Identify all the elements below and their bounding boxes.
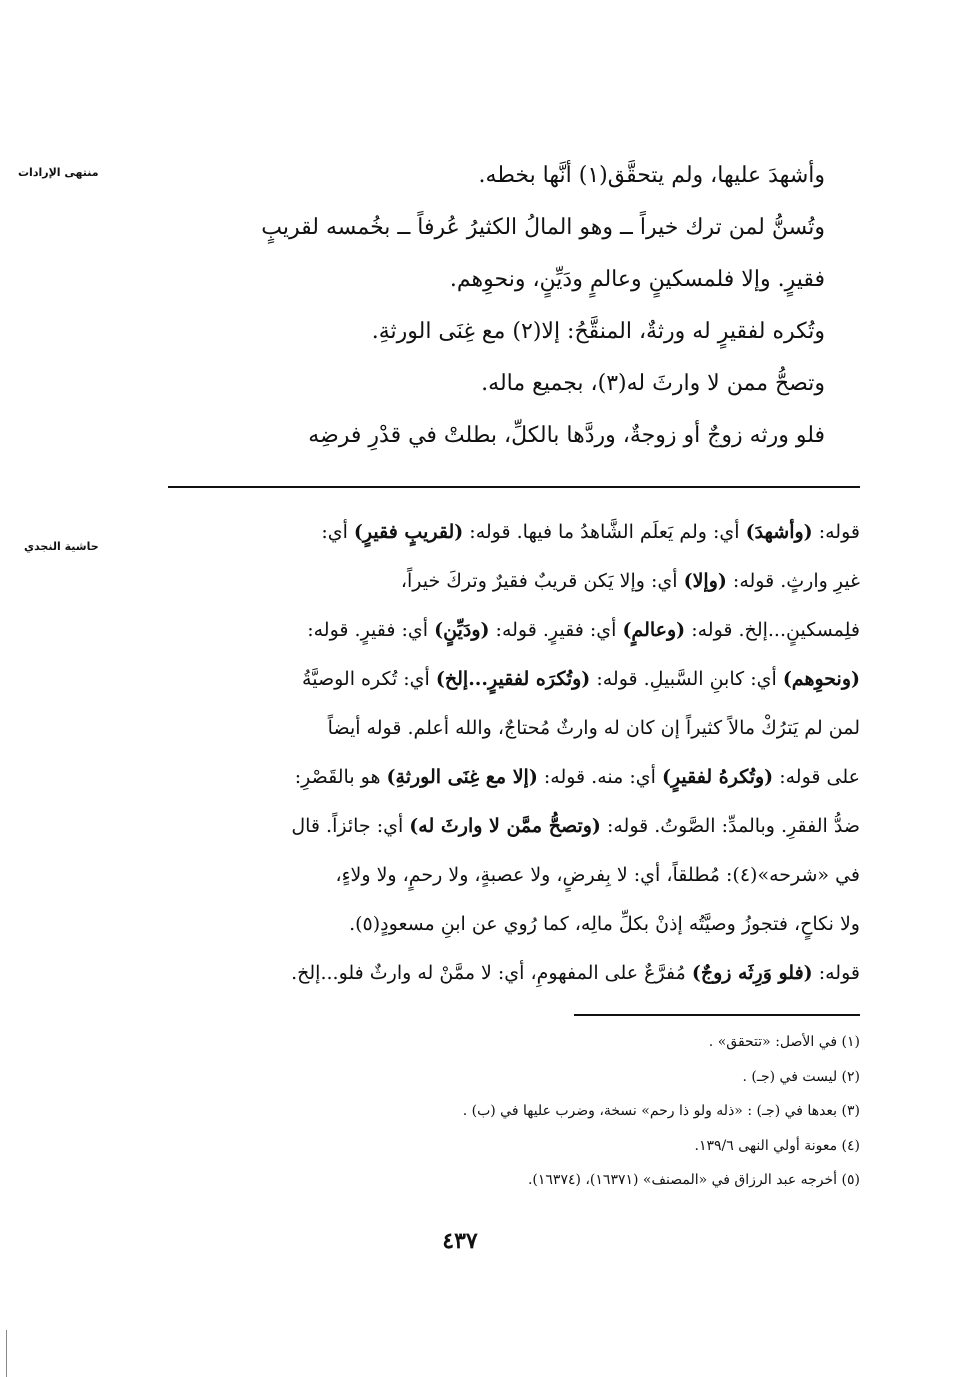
commentary-line xyxy=(165,557,860,606)
commentary-run: أي: ولم يَعلَم الشَّاهدُ ما فيها. قوله: xyxy=(463,521,746,543)
commentary-run: أي: جائزاً. قال xyxy=(291,815,410,837)
matn-line: وأشهدَ عليها، ولم يتحقَّق(١) أنَّها بخطه. xyxy=(478,163,825,188)
matn-separator-rule xyxy=(168,486,860,488)
footnote: (٤) معونة أولي النهى ١٣٩/٦. xyxy=(694,1137,860,1154)
commentary-run: أي: منه. قوله: xyxy=(537,766,662,788)
footnote-separator-rule xyxy=(574,1014,860,1016)
matn-line: وتُكره لفقيرٍ له ورثةٌ، المنقَّحُ: إلا(٢) مع غِنَى الورثةِ. xyxy=(371,319,825,344)
commentary-line xyxy=(165,508,860,557)
commentary-run: ضدُّ الفقرِ. وبالمدِّ: الصَّوتُ. قوله: xyxy=(600,815,860,837)
commentary-quoted-keyword: (وتصحُّ ممَّن لا وارثَ له) xyxy=(409,815,601,837)
commentary-quoted-keyword: (وتُكرهُ لفقيرٍ) xyxy=(661,766,774,788)
commentary-line xyxy=(165,655,860,704)
commentary-line xyxy=(165,851,860,900)
footnote: (٢) ليست في (جـ) . xyxy=(742,1068,860,1085)
commentary-quoted-keyword: (وإلا) xyxy=(683,570,727,592)
commentary-run: ولا نكاحٍ، فتجوزُ وصيَّتُه إذنْ بكلِّ مالِه، كما رُوي عن ابنِ مسعودٍ(٥). xyxy=(349,913,860,935)
commentary-quoted-keyword: (ودَيِّنٍ) xyxy=(434,619,490,641)
commentary-quoted-keyword: (فلو وَرِثَه زوجٌ) xyxy=(691,962,813,984)
commentary-line xyxy=(165,949,860,998)
commentary-quoted-keyword: (وعالمٍ) xyxy=(622,619,686,641)
scan-edge-mark xyxy=(6,1330,7,1377)
page-number: ٤٣٧ xyxy=(442,1228,478,1254)
matn-line: فلو ورثه زوجٌ أو زوجةٌ، وردَّها بالكلِّ، بطلتْ في قدْرِ فرضِه xyxy=(308,423,825,448)
running-header-hashiya: حاشية النجدي xyxy=(24,540,99,553)
commentary-text xyxy=(165,508,860,998)
commentary-run: أي: وإلا يَكن قريبٌ فقيرٌ وتركَ خيراً، xyxy=(400,570,684,592)
commentary-run: قوله: xyxy=(812,962,860,984)
commentary-run: أي: xyxy=(321,521,354,543)
matn-line: فقيرٍ. وإلا فلمسكينٍ وعالمٍ ودَيِّنٍ، ونحوِهم. xyxy=(449,267,825,292)
commentary-run: لمن لم يَترُكْ مالاً كثيراً إن كان له وارثٌ مُحتاجٌ، والله أعلم. قوله أيضاً xyxy=(327,717,860,739)
commentary-run: أي: كابنِ السَّبيلِ. قوله: xyxy=(590,668,783,690)
commentary-line xyxy=(165,753,860,802)
matn-line: وتُسنُّ لمن ترك خيراً ــ وهو المالُ الكثيرُ عُرفاً ــ بخُمسه لقريبٍ xyxy=(261,215,825,240)
matn-line: وتصحُّ ممن لا وارثَ له(٣)، بجميع ماله. xyxy=(481,371,825,396)
commentary-run: على قوله: xyxy=(773,766,860,788)
footnote: (٥) أخرجه عبد الرزاق في «المصنف» (١٦٣٧١)، (١٦٣٧٤). xyxy=(527,1172,860,1188)
footnotes xyxy=(300,1025,860,1198)
commentary-run: أي: فقيرٍ. قوله: xyxy=(489,619,623,641)
commentary-run: في «شرحه»(٤): مُطلقاً، أي: لا بِفرضٍ، ولا عصبةٍ، ولا رحمٍ، ولا ولاءٍ، xyxy=(335,864,860,886)
commentary-run: أي: فقيرٍ. قوله: xyxy=(307,619,435,641)
commentary-quoted-keyword: (وأشهدَ) xyxy=(745,521,813,543)
commentary-quoted-keyword: (وتُكرَه لفقيرٍ...إلخ) xyxy=(435,668,591,690)
running-header-matn: منتهى الإرادات xyxy=(18,166,99,179)
commentary-run: غيرِ وارثٍ. قوله: xyxy=(726,570,860,592)
commentary-quoted-keyword: (إلا مع غِنَى الورثةِ) xyxy=(386,766,538,788)
commentary-run: قوله: xyxy=(812,521,860,543)
commentary-line xyxy=(165,606,860,655)
commentary-run: فلِمسكينٍ...إلخ. قوله: xyxy=(685,619,860,641)
matn-text xyxy=(165,150,825,462)
commentary-run: أي: تُكره الوصيَّةُ xyxy=(302,668,436,690)
footnote: (٣) بعدها في (جـ) : «ذله ولو ذا رحم» نسخة، وضرب عليها في (ب) . xyxy=(462,1103,860,1119)
footnote: (١) في الأصل: «تتحقق» . xyxy=(708,1034,860,1050)
commentary-line xyxy=(165,704,860,753)
commentary-line xyxy=(165,900,860,949)
commentary-run: مُفرَّعٌ على المفهومِ، أي: لا ممَّنْ له وارثٌ فلو...إلخ. xyxy=(291,962,692,984)
commentary-quoted-keyword: (ونحوِهم) xyxy=(782,668,860,690)
commentary-run: هو بالقَصْرِ: xyxy=(294,766,387,788)
commentary-line xyxy=(165,802,860,851)
commentary-quoted-keyword: (لقريبٍ فقيرٍ) xyxy=(353,521,464,543)
